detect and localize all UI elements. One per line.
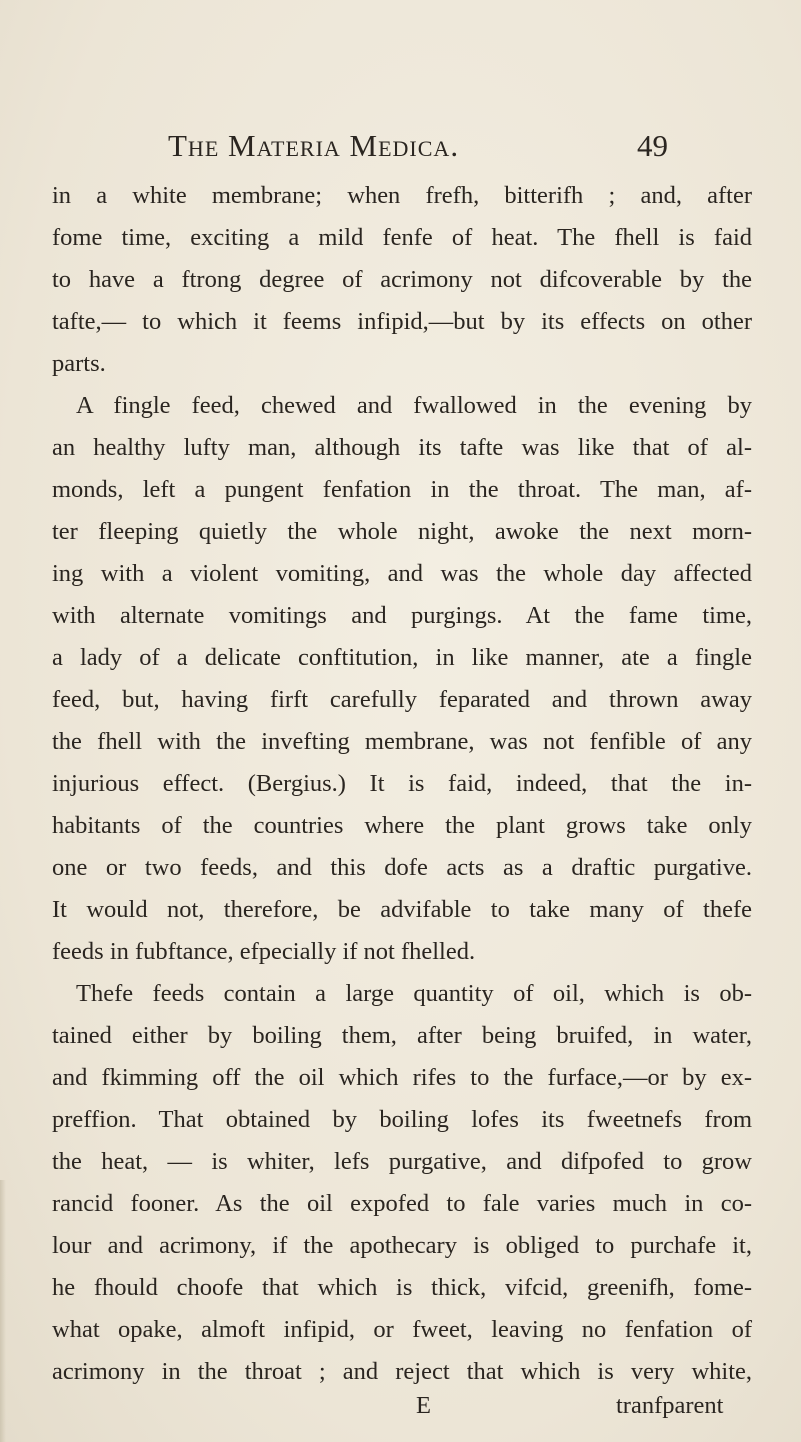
paragraph-start: A fingle feed, chewed and fwallowed in the evening by [76,392,752,419]
text-line: habitants of the countries where the plant grows take only [52,812,752,839]
text-line: acrimony in the throat ; and reject that which is very white, [52,1358,752,1385]
text-line: with alternate vomitings and purgings. At the fame time, [52,602,752,629]
text-line: parts. [52,350,106,377]
catchword: tranfparent [616,1392,724,1419]
text-line: an healthy lufty man, although its tafte was like that of al- [52,434,752,461]
text-line: monds, left a pungent fenfation in the throat. The man, af- [52,476,752,503]
text-line: the heat, — is whiter, lefs purgative, and difpofed to grow [52,1148,752,1175]
page-number: 49 [637,128,668,163]
text-line: to have a ftrong degree of acrimony not difcoverable by the [52,266,752,293]
text-line: fome time, exciting a mild fenfe of heat. The fhell is faid [52,224,752,251]
text-line: feed, but, having firft carefully feparated and thrown away [52,686,752,713]
signature-mark: E [416,1392,431,1419]
paragraph-start: Thefe feeds contain a large quantity of oil, which is ob- [76,980,752,1007]
text-line: one or two feeds, and this dofe acts as a draftic purgative. [52,854,752,881]
page-edge-shadow [0,1180,6,1442]
text-line: lour and acrimony, if the apothecary is obliged to purchafe it, [52,1232,752,1259]
text-line: what opake, almoft infipid, or fweet, leaving no fenfation of [52,1316,752,1343]
text-line: ter fleeping quietly the whole night, awoke the next morn- [52,518,752,545]
text-line: and fkimming off the oil which rifes to the furface,—or by ex- [52,1064,752,1091]
text-line: feeds in fubftance, efpecially if not fhelled. [52,938,476,965]
text-line: he fhould choofe that which is thick, vifcid, greenifh, fome- [52,1274,752,1301]
text-line: It would not, therefore, be advifable to take many of thefe [52,896,752,923]
page-footer [0,1388,801,1424]
text-line: rancid fooner. As the oil expofed to fale varies much in co- [52,1190,752,1217]
text-line: in a white membrane; when frefh, bitterifh ; and, after [52,182,752,209]
text-line: the fhell with the invefting membrane, was not fenfible of any [52,728,752,755]
text-line: preffion. That obtained by boiling lofes its fweetnefs from [52,1106,752,1133]
running-title: The Materia Medica. [168,128,460,163]
text-line: injurious effect. (Bergius.) It is faid, indeed, that the in- [52,770,752,797]
text-line: tained either by boiling them, after being bruifed, in water, [52,1022,752,1049]
text-line: tafte,— to which it feems infipid,—but by its effects on other [52,308,752,335]
text-line: a lady of a delicate conftitution, in like manner, ate a fingle [52,644,752,671]
text-line: ing with a violent vomiting, and was the whole day affected [52,560,752,587]
running-header [168,128,668,172]
